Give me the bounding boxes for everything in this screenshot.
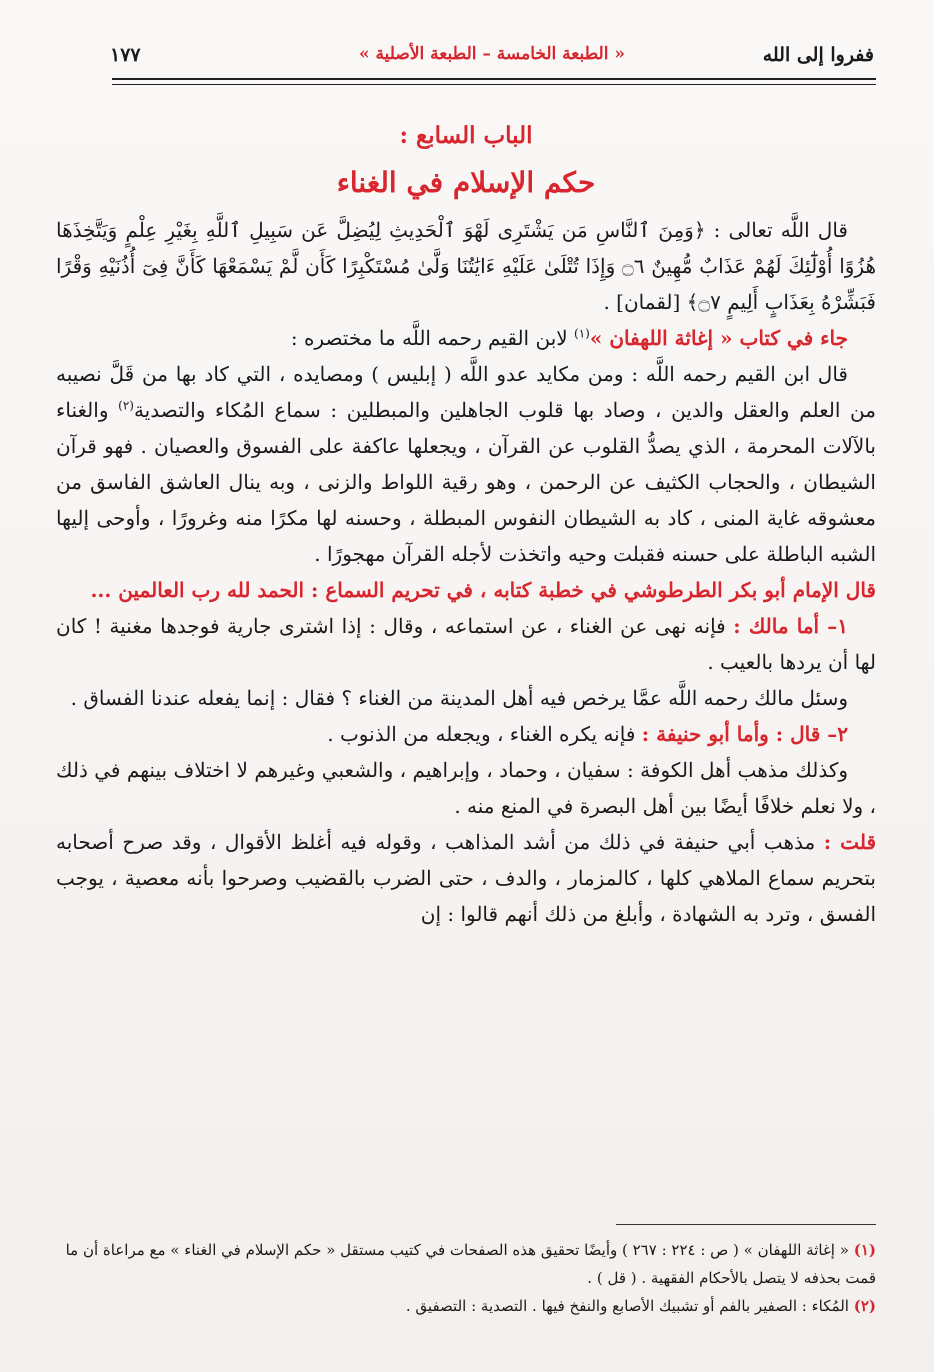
ibn-qayyim-text-a: قال ابن القيم رحمه اللَّه : ومن مكايد عدو اللَّه ( إبليس ) ومصايده ، التي كاد بها من قَلَّ نصيبه من العلم والعقل والدين ، وصاد بها قلوب الجاهلين والمبطلين : سماع المُكاء والتصدية [56,362,876,422]
book-reference: جاء في كتاب « إغاثة اللهفان » [589,326,848,350]
header-rule [112,78,876,80]
commentary-text: مذهب أبي حنيفة في ذلك من أشد المذاهب ، وقوله فيه أغلظ الأقوال ، وقد صرح أصحابه بتحريم سماع الملاهي كلها ، كالمزمار ، والدف ، حتى الضرب بالقضيب وصرحوا بأنه معصية ، يوجب الفسق ، وترد به الشهادة ، وأبلغ من ذلك أنهم قالوا : إن [56,830,876,926]
malik-paragraph [56,608,876,680]
ibn-qayyim-paragraph [56,356,876,572]
ibn-qayyim-text-b: والغناء بالآلات المحرمة ، الذي يصدُّ القلوب عن القرآن ، ويجعلها عاكفة على الفسوق والعصيان . فهو قرآن الشيطان ، والحجاب الكثيف عن الرحمن ، وهو رقية اللواط والزنى ، وبه ينال العاشق الفاسق من معشوقه غاية المنى ، كاد به الشيطان النفوس المبطلة ، وحسنه لها مكرًا منه وغرورًا ، وأوحى إليها الشبه الباطلة على حسنه فقبلت وحيه واتخذت لأجله القرآن مهجورًا . [56,398,876,566]
commentary-paragraph [56,824,876,932]
section-title: حكم الإسلام في الغناء [336,166,596,199]
quran-verse-paragraph: قال اللَّه تعالى : ﴿وَمِنَ ٱلنَّاسِ مَن يَشْتَرِى لَهْوَ ٱلْحَدِيثِ لِيُضِلَّ عَن سَبِيلِ ٱللَّهِ بِغَيْرِ عِلْمٍ وَيَتَّخِذَهَا هُزُوًا أُوْلَٰٓئِكَ لَهُمْ عَذَابٌ مُّهِينٌ ۝٦ وَإِذَا تُتْلَىٰ عَلَيْهِ ءَايَٰتُنَا وَلَّىٰ مُسْتَكْبِرًا كَأَن لَّمْ يَسْمَعْهَا كَأَنَّ فِىٓ أُذُنَيْهِ وَقْرًا فَبَشِّرْهُ بِعَذَابٍ أَلِيمٍ ۝٧﴾ [لقمان] . [56,218,876,314]
footnotes [56,1236,876,1320]
edition-label: « الطبعة الخامسة – الطبعة الأصلية » [358,44,625,64]
header-rule-thin [112,84,876,85]
source-intro-paragraph [56,320,876,356]
footnote-1-text: « إغاثة اللهفان » ( ص : ٢٢٤ : ٢٦٧ ) وأيضًا تحقيق هذه الصفحات في كتيب مستقل « حكم الإسلام في الغناء » مع مراعاة أن ما قمت بحذفه لا يتصل بالأحكام الفقهية . ( قل ) . [65,1241,876,1287]
running-title: ففروا إلى الله [762,44,874,66]
abu-hanifa-text: فإنه يكره الغناء ، ويجعله من الذنوب . [327,722,642,746]
footnote-1-mark: (١) [853,1241,876,1259]
footnote-2 [56,1292,876,1320]
abu-hanifa-paragraph [56,716,876,752]
footnote-rule [616,1224,876,1225]
commentary-label: قلت : [823,830,877,854]
footnote-2-text: المُكاء : الصفير بالفم أو تشبيك الأصابع والنفخ فيها . التصدية : التصفيق . [405,1297,849,1315]
footnote-1 [56,1236,876,1292]
malik-text: فإنه نهى عن الغناء ، عن استماعه ، وقال : إذا اشترى جارية فوجدها مغنية ! كان لها أن يردها بالعيب . [56,614,876,674]
source-intro-text: لابن القيم رحمه اللَّه ما مختصره : [290,326,575,350]
malik-label: ١– أما مالك : [733,614,848,638]
page-header [110,40,874,80]
abu-hanifa-label: ٢– قال : وأما أبو حنيفة : [641,722,848,746]
footnote-ref-2: (٢) [118,398,134,413]
footnote-2-mark: (٢) [853,1297,876,1315]
chapter-title: الباب السابع : [399,122,533,149]
page-body [56,110,876,932]
page-number: ١٧٧ [110,44,141,66]
kufa-paragraph: وكذلك مذهب أهل الكوفة : سفيان ، وحماد ، وإبراهيم ، والشعبي وغيرهم لا اختلاف بينهم في ذلك ، ولا نعلم خلافًا أيضًا بين أهل البصرة في المنع منه . [56,758,876,818]
tartushi-heading: قال الإمام أبو بكر الطرطوشي في خطبة كتابه ، في تحريم السماع : الحمد لله رب العالمين ... [90,578,876,602]
malik-question-paragraph: وسئل مالك رحمه اللَّه عمَّا يرخص فيه أهل المدينة من الغناء ؟ فقال : إنما يفعله عندنا الفساق . [70,686,848,710]
footnote-ref-1: (١) [574,326,590,341]
